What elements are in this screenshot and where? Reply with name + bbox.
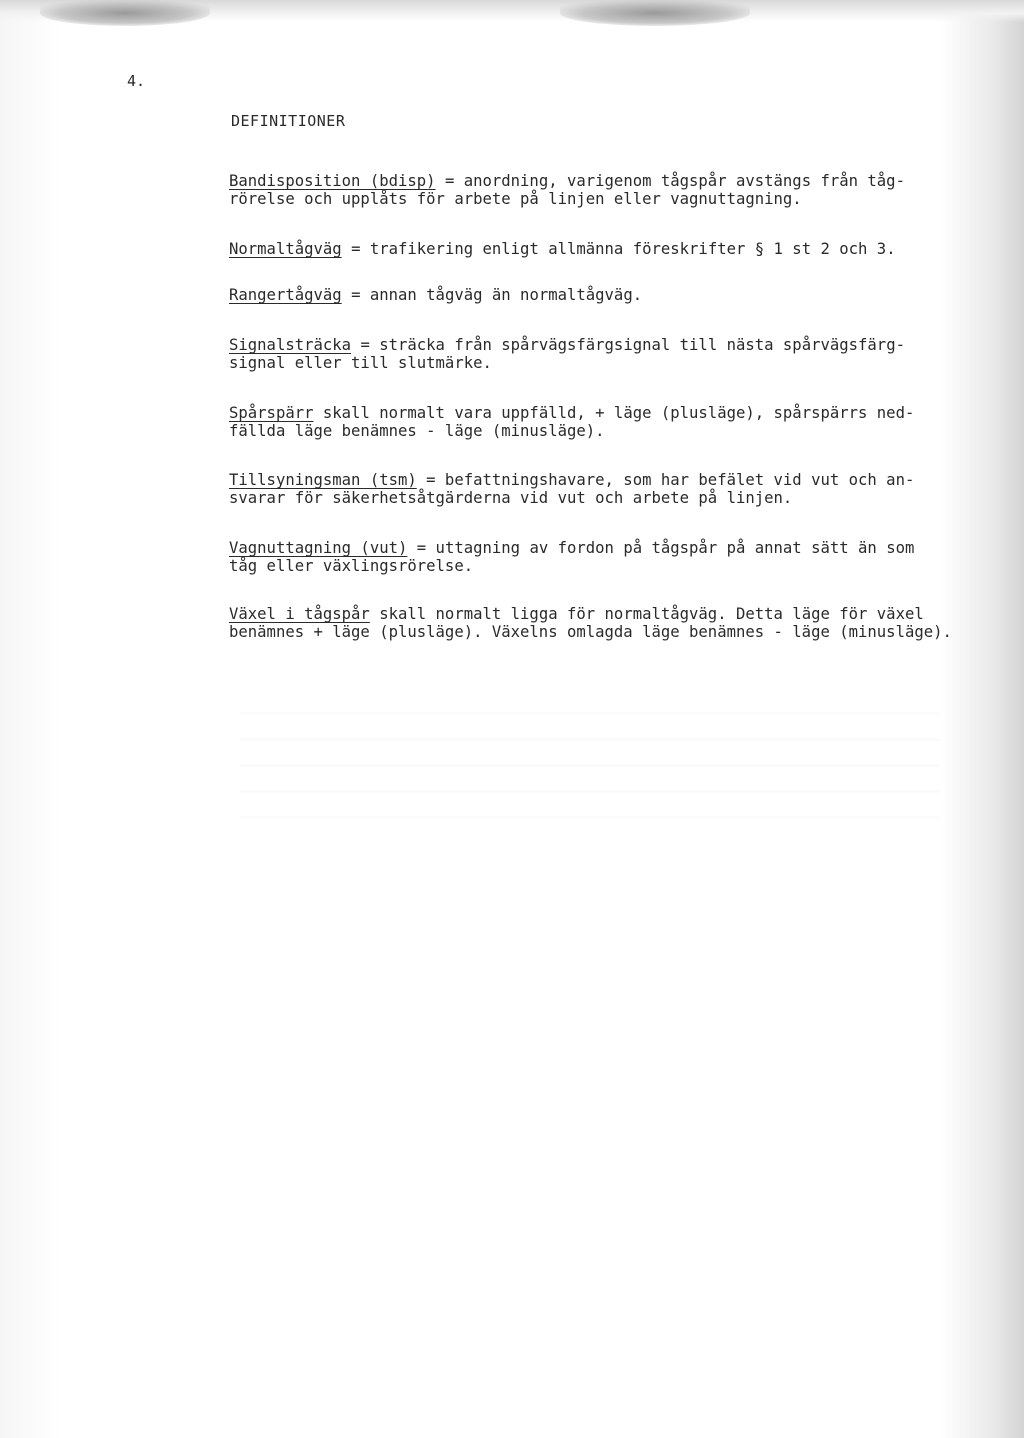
definition-line: svarar för säkerhetsåtgärderna vid vut och arbete på linjen. [229,489,793,507]
definition-text: = trafikering enligt allmänna föreskrifter § 1 st 2 och 3. [351,240,896,258]
page-number: 4. [127,72,146,90]
definition-sparsparr [229,404,949,440]
definition-term: Normaltågväg [229,240,342,258]
definition-vagnuttagning [229,539,949,575]
bleed-through-texture [240,690,940,840]
definition-text: = befattningshavare, som har befälet vid vut och an- [426,471,915,489]
definition-line: benämnes + läge (plusläge). Växelns omlagda läge benämnes - läge (minusläge). [229,623,952,641]
definition-line: rörelse och upplåts för arbete på linjen eller vagnuttagning. [229,190,802,208]
definition-line [229,286,949,304]
definition-term: Rangertågväg [229,286,342,304]
definition-text: = annan tågväg än normaltågväg. [351,286,643,304]
definition-line [229,336,949,354]
definition-line [229,404,949,422]
definition-normaltagvag [229,240,949,258]
definition-rangertagvag [229,286,949,304]
definition-term: Signalsträcka [229,336,352,354]
definition-signalstracka [229,336,949,372]
definition-term: Spårspärr [229,404,314,422]
definition-term: Växel i tågspår [229,605,370,623]
definition-term: Vagnuttagning (vut) [229,539,408,557]
definition-text: skall normalt vara uppfälld, + läge (plusläge), spårspärrs ned- [322,404,915,422]
definition-text: skall normalt ligga för normaltågväg. Detta läge för växel [379,605,924,623]
scan-blot-right [560,0,750,26]
definition-tillsyningsman [229,471,949,507]
definition-line [229,471,949,489]
definition-text: = anordning, varigenom tågspår avstängs från tåg- [444,172,905,190]
section-heading: DEFINITIONER [231,112,346,130]
definition-line [229,172,949,190]
definition-term: Bandisposition (bdisp) [229,172,436,190]
definition-line [229,240,949,258]
definition-text: = uttagning av fordon på tågspår på annat sätt än som [416,539,915,557]
definition-vaxel [229,605,952,641]
definition-bandisposition [229,172,949,208]
definition-text: = sträcka från spårvägsfärgsignal till nästa spårvägsfärg- [360,336,905,354]
definition-line: fällda läge benämnes - läge (minusläge). [229,422,605,440]
definition-term: Tillsyningsman (tsm) [229,471,417,489]
definition-line: tåg eller växlingsrörelse. [229,557,474,575]
definition-line [229,605,949,623]
scan-blot-left [40,0,210,26]
definition-line [229,539,949,557]
definition-line: signal eller till slutmärke. [229,354,492,372]
